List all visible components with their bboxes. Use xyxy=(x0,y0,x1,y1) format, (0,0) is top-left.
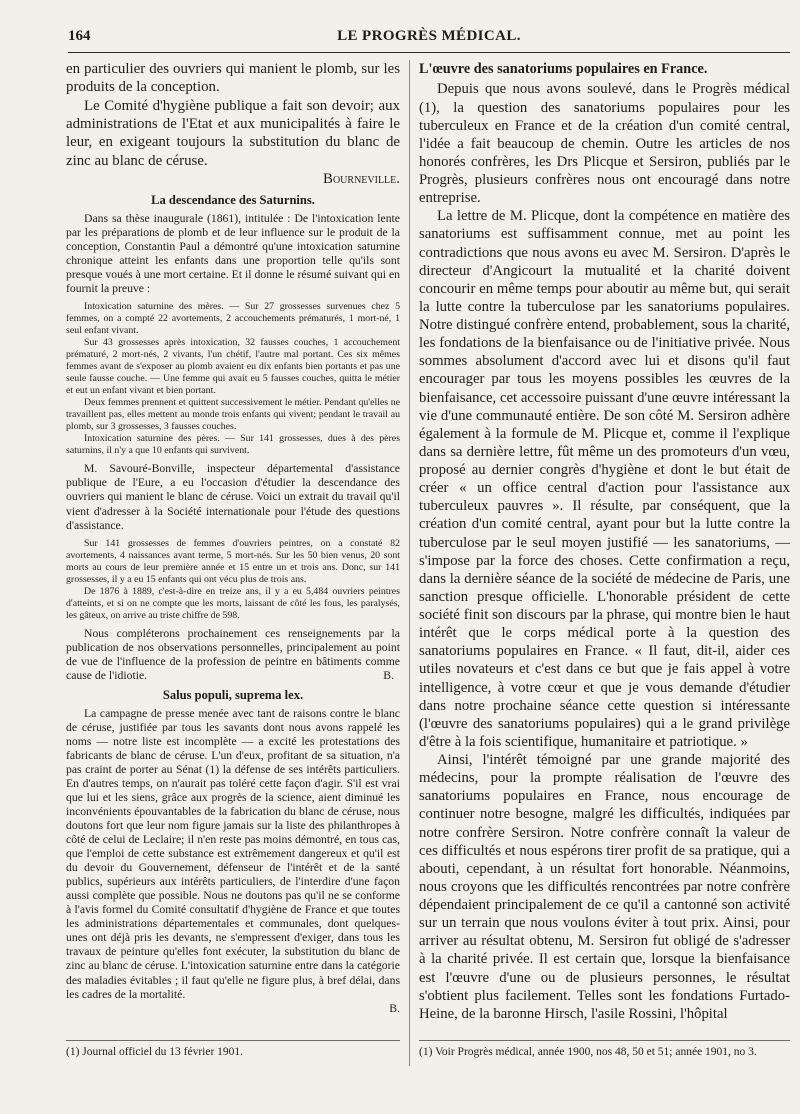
right-column xyxy=(419,60,790,1023)
quote-statistique: De 1876 à 1889, c'est-à-dire en treize ans, il y a eu 5,484 ouvriers peintres d'atteints, et si on ne compte que les morts, laissant de côté les fous, les paralysés, les gâteux, on arrive au triste chiffre de 598. xyxy=(66,585,400,621)
left-paragraph-1: en particulier des ouvriers qui manient le plomb, sur les produits de la conception. xyxy=(66,61,400,96)
signature-b-1: B. xyxy=(383,668,394,682)
footnote-left xyxy=(66,1040,400,1059)
left-paragraph-3: Dans sa thèse inaugurale (1861), intitulée : De l'intoxication lente par les préparations de plomb et de leur influence sur le produit de la conception, Constantin Paul a démontré qu'une intoxication saturnine chronique atteint les enfants dans une proportion telle qu'ils sont presque voués à une mort certaine. Et il donne le résumé suivant qui en fournit la preuve : xyxy=(66,212,400,296)
heading-salus-populi: Salus populi, suprema lex. xyxy=(162,687,304,702)
heading-descendance: La descendance des Saturnins. xyxy=(151,193,315,208)
left-column xyxy=(66,60,400,1016)
footnote-progres-medical: (1) Voir Progrès médical, année 1900, nos 48, 50 et 51; année 1901, no 3. xyxy=(419,1046,757,1058)
heading-sanatoriums: L'œuvre des sanatoriums populaires en France. xyxy=(419,61,708,77)
footnote-journal-officiel: (1) Journal officiel du 13 février 1901. xyxy=(66,1046,244,1058)
left-paragraph-4: M. Savouré-Bonville, inspecteur départemental d'assistance publique de l'Eure, a eu l'occasion d'étudier la descendance des ouvriers qui manient le blanc de céruse. Voici un extrait du travail qu'il vient d'adresser à la Société internationale pour l'étude des questions d'assistance. xyxy=(66,462,400,532)
quote-deux-femmes: Deux femmes prennent et quittent successivement le métier. Pendant qu'elles ne travaillent pas, elles mettent au monde trois enfants qui vivent; pendant le travail au plomb, sur 3 grossesses, 3 fausses couches. xyxy=(66,397,400,433)
right-paragraph-2: La lettre de M. Plicque, dont la compétence en matière des sanatoriums est suffisamment connue, met au point les contradictions que nous avons eu avec M. Sersiron. D'après le directeur d'Angicourt la mutualité et la charité doivent concourir en même temps pour aboutir au même but, qui serait la lutte contre la tuberculose par les sanatoriums populaires. Notre distingué confrère entend, probablement, sous la charité, les fondations de la bienfaisance ou de l'initiative privée. Nous sommes absolument d'accord avec lui et disons qu'il faut encourager par tous les moyens possibles les œuvres de la bienfaisance, cet accessoire puissant d'une œuvre intéressant la vie d'une communauté entière. De son côté M. Sersiron adhère également à la formule de M. Plicque et, comme il l'explique dans sa dernière lettre, fût même un des promoteurs d'un vœu, proposé au dernier congrès d'hygiène et dont le but était de créer « un office central d'action pour l'assistance aux tuberculeux pauvres ». Il résulte, par conséquent, que la création d'un comité central, ayant pour but la lutte contre la tuberculose par le seul moyen justifié — les sanatoriums, — s'impose par la force des choses. Cette confirmation a reçu, dans la dernière séance de la société de médecine de Paris, une sanction presque officielle. L'honorable président de cette société finit son discours par la phrase, qui montre bien le haut intérêt que le corps médical porte à la question des sanatoriums populaires en France. « Il faut, dit-il, aider ces utiles novateurs et c'est dans ce but que je fais appel à votre intelligence, à votre cœur et que je vous demande d'étudier dans notre prochaine séance cette question si intéressante (l'œuvre des sanatoriums populaires) qui a le grand privilège d'être à la fois scientifique, humanitaire et patriotique. » xyxy=(419,208,790,750)
page-number: 164 xyxy=(68,28,91,44)
left-paragraph-5 xyxy=(66,627,400,683)
quote-ouvriers-peintres: Sur 141 grossesses de femmes d'ouvriers peintres, on a constaté 82 avortements, 4 naissances avant terme, 5 mort-nés. Sur les 50 bien venus, 20 sont morts au cours de leur première année et 15 entre un et trois ans. Donc, sur 141 grossesses, il y a eu 15 enfants qui ont vécu plus de trois ans. xyxy=(66,537,400,585)
signature-b-2: B. xyxy=(389,1001,400,1015)
column-divider xyxy=(409,60,410,1066)
signature-bourneville: Bourneville. xyxy=(323,170,400,187)
left-paragraph-6: La campagne de presse menée avec tant de raisons contre le blanc de céruse, justifiée par tous les savants dont nous avons rappelé les noms — notre liste est incomplète — a excité les protestations des fabricants de blanc de céruse. L'un d'eux, profitant de sa situation, n'a pas craint de porter au Sénat (1) la défense de ses intérêts particuliers. En d'autres temps, on n'aurait pas toléré cette façon d'agir. S'il est vrai que lui et les siens, grâce aux progrès de la science, aient diminué les inconvénients épouvantables de la fabrication du blanc de céruse, nous doutons fort que leur nom figure jamais sur la liste des philanthropes à côté de celui de Leclaire; il n'en reste pas moins démontré, en tous cas, que l'emploi de cette substance est extrêmement dangereux et qu'il est du devoir du Gouvernement, défenseur de l'intérêt et de la santé publics, supérieurs aux intérêts particuliers, de l'interdire d'une façon aussi complète que possible. Nous ne doutons pas qu'il ne se conforme à l'avis formel du Comité consultatif d'hygiène de France et que toutes les administrations départementales et communales, dont quelques-unes ont déjà pris les devants, ne s'empressent d'exiger, dans tous les travaux de peinture qu'elles font exécuter, la substitution du blanc de zinc au blanc de céruse. L'intoxication saturnine entre dans la catégorie des maladies évitables ; il faut qu'elle ne figure plus, à bref délai, dans les cadres de la mortalité. xyxy=(66,706,400,1001)
quote-peres: Intoxication saturnine des pères. — Sur 141 grossesses, dues à des pères saturnins, il n'y a que 10 enfants qui survivent. xyxy=(66,433,400,457)
footnote-right xyxy=(419,1040,790,1059)
quote-grossesses: Sur 43 grossesses après intoxication, 32 fausses couches, 1 accouchement prématuré, 2 mort-nés, 2 vivants, l'un chétif, l'autre mal portant. Ces six mêmes femmes avant de s'exposer au plomb avaient eu dix enfants bien portants et pas une seule fausse couche. — Une femme qui avait eu 5 fausses couches, quitta le métier et eut un enfant vivant et bien portant. xyxy=(66,337,400,397)
quote-meres: Intoxication saturnine des mères. — Sur 27 grossesses survenues chez 5 femmes, on a compté 22 avortements, 2 accouchements prématurés, 1 mort-né, 1 seul enfant vivant. xyxy=(66,301,400,337)
right-paragraph-3: Ainsi, l'intérêt témoigné par une grande majorité des médecins, pour la prompte réalisation de l'œuvre des sanatoriums populaires en France, nous encourage de continuer notre besogne, malgré les difficultés, indiquées par notre confrère Sersiron. Notre confrère connaît la valeur de ces difficultés et nous espérons tirer profit de sa pratique, qui a abouti, cependant, à un résultat fort honorable. Néanmoins, nous croyons que les difficultés rencontrées par notre confrère dépendaient principalement de ce qu'il a cantonné son activité sur un terrain que nous voulons éviter à tout prix. Ainsi, pour arriver au résultat obtenu, M. Sersiron fut obligé de s'adresser à la charité privée. Il est certain que, lorsque la bienfaisance est l'œuvre d'une ou de plusieurs personnes, le résultat s'obtient plus facilement. Telles sont les fondations Furtado-Heine, de la baronne Hirsch, l'asile Rossini, l'hôpital xyxy=(419,752,790,1022)
page-header xyxy=(68,24,790,53)
left-paragraph-5-text: Nous compléterons prochainement ces renseignements par la publication de nos observations personnelles, principalement au point de vue de l'influence de la profession de peintre en bâtiments comme cause de l'idiotie. xyxy=(66,626,400,682)
right-paragraph-1: Depuis que nous avons soulevé, dans le Progrès médical (1), la question des sanatoriums populaires pour les tuberculeux en France et de la création d'un comité central, l'idée a fait beaucoup de chemin. Outre les articles de nos honorés confrères, les Drs Plicque et Sersiron, publiés par le Progrès, plusieurs confrères nous ont encouragé dans notre entreprise. xyxy=(419,81,790,207)
left-paragraph-2: Le Comité d'hygiène publique a fait son devoir; aux administrations de l'Etat et aux municipalités à faire le leur, en exigeant toujours la substitution du blanc de zinc au blanc de céruse. xyxy=(66,97,400,169)
journal-title: LE PROGRÈS MÉDICAL. xyxy=(337,28,521,44)
